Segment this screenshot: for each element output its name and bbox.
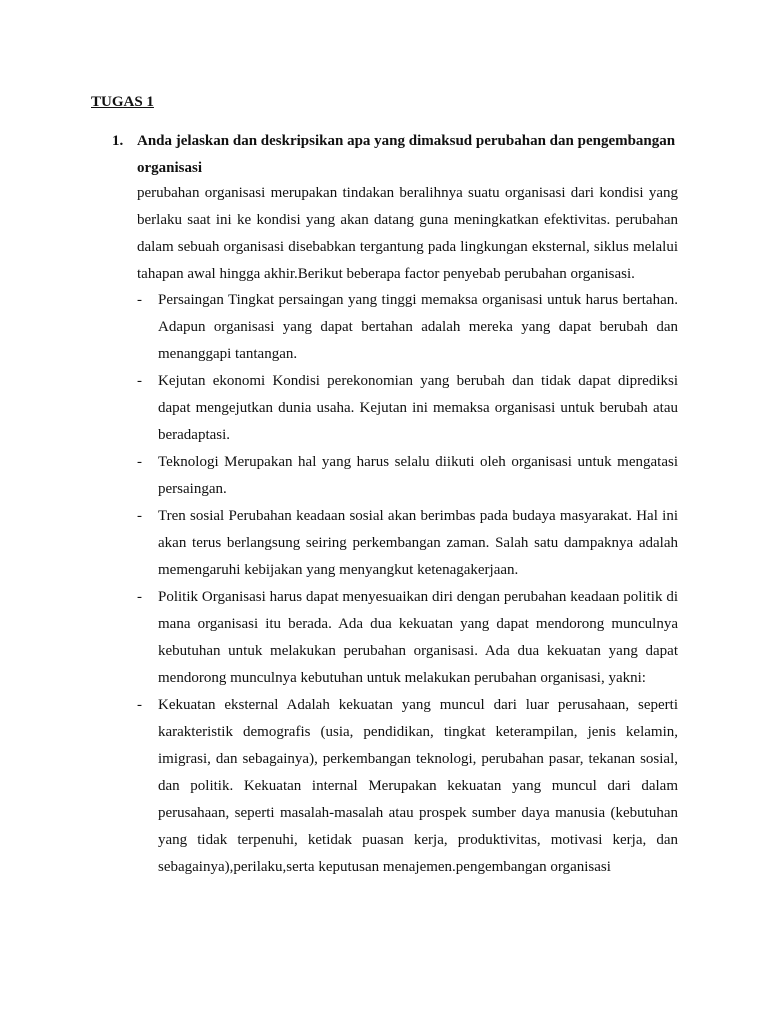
bullet-dash: - [137,373,142,389]
list-item [137,503,678,584]
list-item-text: Tren sosial Perubahan keadaan sosial akan berimbas pada budaya masyarakat. Hal ini akan terus berlangsung seiring perkembangan zaman. Salah satu dampaknya adalah memengaruhi kebijakan yang menyangkut ketenagakerjaan. [158,508,678,578]
question-number: 1. [112,133,124,149]
bullet-dash: - [137,454,142,470]
bullet-dash: - [137,508,142,524]
list-item [137,584,678,692]
list-item-text: Kejutan ekonomi Kondisi perekonomian yang berubah dan tidak dapat diprediksi dapat mengejutkan dunia usaha. Kejutan ini memaksa organisasi untuk berubah atau beradaptasi. [158,373,678,443]
list-item-text: Politik Organisasi harus dapat menyesuaikan diri dengan perubahan keadaan politik di mana organisasi itu berada. Ada dua kekuatan yang dapat mendorong munculnya kebutuhan untuk melakukan perubahan organisasi. Ada dua kekuatan yang dapat mendorong munculnya kebutuhan untuk melakukan perubahan organisasi, yakni: [158,589,678,686]
list-item [137,692,678,881]
list-item [137,287,678,368]
bullet-dash: - [137,292,142,308]
intro-paragraph: perubahan organisasi merupakan tindakan beralihnya suatu organisasi dari kondisi yang berlaku saat ini ke kondisi yang akan datang guna meningkatkan efektivitas. perubahan dalam sebuah organisasi disebabkan tergantung pada lingkungan eksternal, siklus melalui tahapan awal hingga akhir.Berikut beberapa factor penyebab perubahan organisasi. [137,185,678,282]
document-title: TUGAS 1 [91,94,154,110]
list-item [137,368,678,449]
list-item [137,449,678,503]
question-heading [112,128,678,182]
question-text: Anda jelaskan dan deskripsikan apa yang dimaksud perubahan dan pengembangan organisasi [137,133,676,176]
factor-list [137,287,678,881]
list-item-text: Teknologi Merupakan hal yang harus selalu diikuti oleh organisasi untuk mengatasi persaingan. [158,454,678,497]
bullet-dash: - [137,589,142,605]
list-item-text: Kekuatan eksternal Adalah kekuatan yang muncul dari luar perusahaan, seperti karakteristik demografis (usia, pendidikan, tingkat keterampilan, jenis kelamin, imigrasi, dan sebagainya), perkembangan teknologi, perubahan pasar, tekanan sosial, dan politik. Kekuatan internal Merupakan kekuatan yang muncul dari dalam perusahaan, seperti masalah-masalah atau prospek sumber daya manusia (kebutuhan yang tidak terpenuhi, ketidak puasan kerja, produktivitas, motivasi kerja, dan sebagainya),perilaku,serta keputusan menajemen.pengembangan organisasi [158,697,678,875]
list-item-text: Persaingan Tingkat persaingan yang tinggi memaksa organisasi untuk harus bertahan. Adapun organisasi yang dapat bertahan adalah mereka yang dapat berubah dan menanggapi tantangan. [158,292,678,362]
bullet-dash: - [137,697,142,713]
